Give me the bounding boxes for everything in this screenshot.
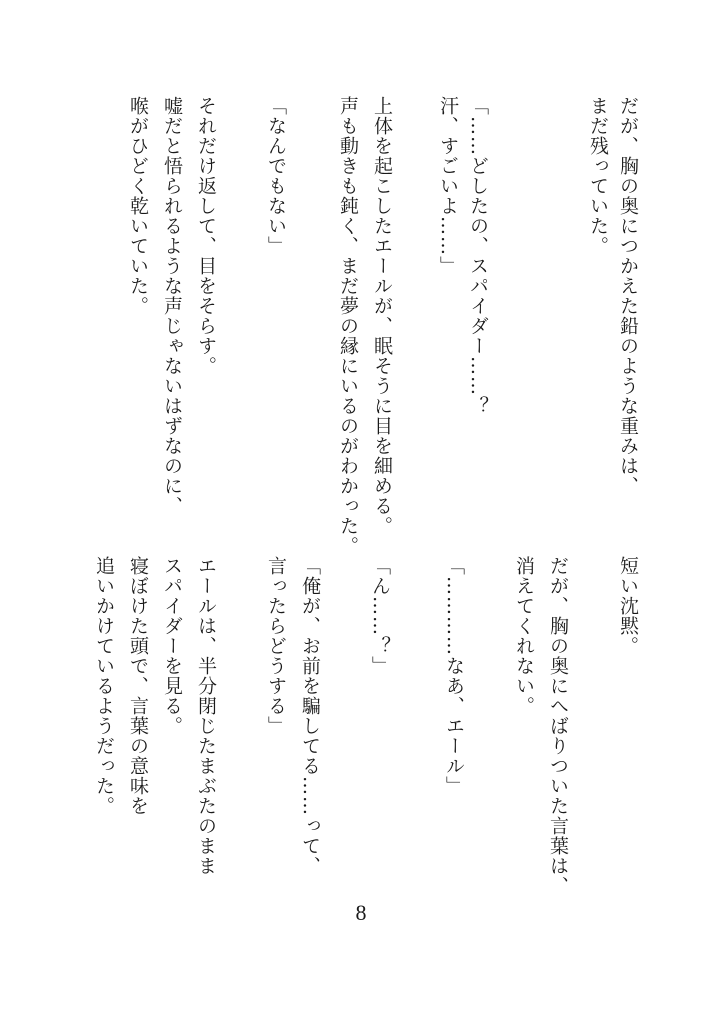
text-line: 声も動きも鈍く、まだ夢の縁にいるのがわかった。 bbox=[337, 96, 359, 556]
text-line: 「ん……？」 bbox=[369, 556, 391, 676]
text-line: エールは、半分閉じたまぶたのまま bbox=[195, 556, 217, 876]
text-line: 喉がひどく乾いていた。 bbox=[127, 96, 149, 316]
text-line: だが、胸の奥にへばりついた言葉は、 bbox=[547, 556, 569, 896]
text-line: 嘘だと悟られるような声じゃないはずなのに、 bbox=[161, 96, 183, 516]
text-line: 短い沈黙。 bbox=[617, 556, 639, 656]
text-line: だが、胸の奥につかえた鉛のような重みは、 bbox=[617, 96, 639, 496]
page-number: 8 bbox=[355, 900, 367, 925]
text-line: まだ残っていた。 bbox=[587, 96, 609, 256]
text-line: 「俺が、お前を騙してる……って、 bbox=[299, 556, 321, 876]
text-line: スパイダーを見る。 bbox=[161, 556, 183, 736]
text-line: 言ったらどうする」 bbox=[265, 556, 287, 736]
text-line: 汗、すごいよ……」 bbox=[437, 96, 459, 276]
text-line: それだけ返して、目をそらす。 bbox=[195, 96, 217, 376]
text-line: 寝ぼけた頭で、言葉の意味を bbox=[127, 556, 149, 816]
text-line: 上体を起こしたエールが、眠そうに目を細める。 bbox=[371, 96, 393, 536]
text-line: 追いかけているようだった。 bbox=[93, 556, 115, 816]
text-line: 「……どしたの、スパイダー……？ bbox=[467, 96, 489, 416]
text-line: 「…………なあ、エール」 bbox=[443, 556, 465, 796]
text-line: 消えてくれない。 bbox=[513, 556, 535, 716]
text-line: 「なんでもない」 bbox=[265, 96, 287, 256]
